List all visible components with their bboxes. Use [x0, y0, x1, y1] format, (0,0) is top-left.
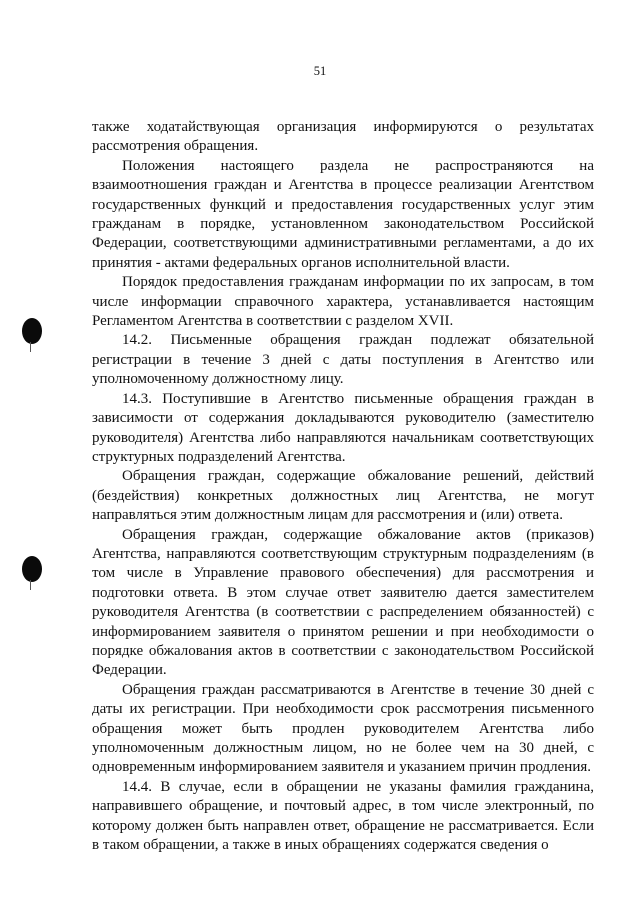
paragraph-14-4: 14.4. В случае, если в обращении не указаны фамилия гражданина, направившего обращение, и почтовый адрес, в том числе электронный, по которому должен быть направлен ответ, обращение не рассматривается. Если в таком обращении, а также в иных обращениях содержатся сведения о	[92, 778, 594, 854]
page-number: 51	[313, 64, 327, 78]
punch-hole-tail	[30, 342, 31, 352]
punch-hole-mark	[22, 318, 42, 344]
paragraph: Обращения граждан, содержащие обжалование актов (приказов) Агентства, направляются соответствующим структурным подразделениям (в том числе в Управление правового обеспечения) для рассмотрения и подготовки ответа. В этом случае ответ заявителю дается заместителем руководителя Агентства (в соответствии с распределением обязанностей) с информированием заявителя о принятом решении и при необходимости о порядке обжалования актов в соответствии с законодательством Российской Федерации.	[92, 526, 594, 679]
paragraph: Положения настоящего раздела не распространяются на взаимоотношения граждан и Агентства в процессе реализации Агентством государственных функций и предоставления государственных услуг этим гражданам в порядке, установленном законодательством Российской Федерации, соответствующими административными регламентами, а до их принятия - актами федеральных органов исполнительной власти.	[92, 157, 594, 271]
paragraph: Обращения граждан, содержащие обжалование решений, действий (бездействия) конкретных должностных лиц Агентства, не могут направляться этим должностным лицам для рассмотрения и (или) ответа.	[92, 468, 594, 524]
paragraph-continuation: также ходатайствующая организация информируются о результатах рассмотрения обращения.	[92, 119, 594, 155]
paragraph: Порядок предоставления гражданам информации по их запросам, в том числе информации справочного характера, устанавливается настоящим Регламентом Агентства в соответствии с разделом XVII.	[92, 274, 594, 330]
paragraph-14-3: 14.3. Поступившие в Агентство письменные обращения граждан в зависимости от содержания докладываются руководителю (заместителю руководителя) Агентства либо направляются начальникам соответствующих структурных подразделений Агентства.	[92, 390, 594, 465]
paragraph: Обращения граждан рассматриваются в Агентстве в течение 30 дней с даты их регистрации. При необходимости срок рассмотрения письменного обращения может быть продлен руководителем Агентства либо уполномоченным должностным лицом, но не более чем на 30 дней, с одновременным информированием заявителя и указанием причин продления.	[92, 681, 594, 776]
punch-hole-tail	[30, 580, 31, 590]
punch-hole-mark	[22, 556, 42, 582]
paragraph-14-2: 14.2. Письменные обращения граждан подлежат обязательной регистрации в течение 3 дней с даты поступления в Агентство или уполномоченному должностному лицу.	[92, 332, 594, 388]
document-body	[92, 118, 594, 855]
